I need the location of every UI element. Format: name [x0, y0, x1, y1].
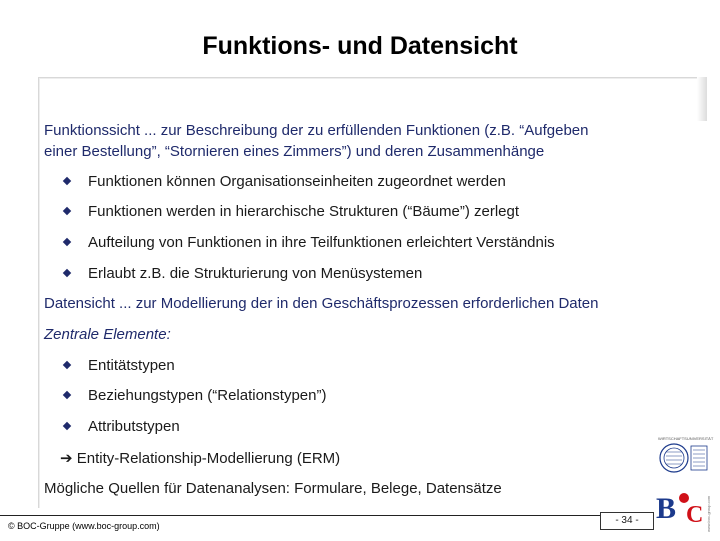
funktion-bullet-2: Funktionen werden in hierarchische Strukturen (“Bäume”) zerlegt — [88, 203, 520, 220]
datensicht-term: Datensicht — [44, 295, 115, 312]
funktionssicht-ellipsis: ... — [139, 122, 161, 139]
copyright-text: © BOC-Gruppe (www.boc-group.com) — [8, 521, 160, 531]
erm-text: Entity-Relationship-Modellierung (ERM) — [72, 450, 341, 467]
zentrale-bullet-1: Entitätstypen — [88, 357, 175, 374]
funktionssicht-line-1 — [44, 122, 589, 139]
funktion-bullet-3: Aufteilung von Funktionen in ihre Teilfunktionen erleichtert Verständnis — [88, 234, 555, 251]
arrow-right-icon: ➔ — [60, 450, 73, 467]
erm-line — [60, 449, 340, 467]
boc-logo — [656, 492, 703, 528]
zentrale-bullet-3: Attributstypen — [88, 418, 180, 435]
funktion-bullet-4: Erlaubt z.B. die Strukturierung von Menüsystemen — [88, 265, 423, 282]
funktionssicht-line-2: einer Bestellung”, “Stornieren eines Zimmers”) und deren Zusammenhänge — [44, 143, 545, 160]
university-seal — [658, 436, 714, 472]
content-box — [38, 77, 707, 508]
svg-text:B: B — [656, 492, 677, 525]
datensicht-ellipsis: ... — [114, 295, 136, 312]
funktionssicht-desc: zur Beschreibung der zu erfüllenden Funktionen — [160, 122, 481, 139]
datensicht-desc: zur Modellierung der — [135, 295, 273, 312]
seal-lettering: WIRTSCHAFTSUNIVERSITÄT — [658, 436, 714, 441]
slide-title: Funktions- und Datensicht — [202, 32, 518, 60]
footer-rule — [0, 515, 600, 516]
university-seal-icon — [654, 432, 714, 536]
zentrale-elemente-label: Zentrale Elemente: — [44, 326, 171, 343]
svg-text:C: C — [686, 502, 704, 528]
funktion-bullet-1: Funktionen können Organisationseinheiten zugeordnet werden — [88, 173, 506, 190]
zentrale-bullet-2: Beziehungstypen (“Relationstypen”) — [88, 387, 327, 404]
page-number: - 34 - — [600, 512, 654, 530]
funktionssicht-term: Funktionssicht — [44, 122, 140, 139]
content-box-shadow — [697, 77, 707, 121]
datensicht-mid: in den Geschäftsprozessen erforderlichen — [272, 295, 559, 312]
funktionssicht-rest: (z.B. “Aufgeben — [480, 122, 589, 139]
logo-area — [654, 432, 714, 536]
boc-url-lettering: www.boc-group.com — [706, 495, 711, 532]
datensicht-line — [44, 295, 599, 312]
quellen-line: Mögliche Quellen für Datenanalysen: Formulare, Belege, Datensätze — [44, 480, 502, 497]
datensicht-end: Daten — [558, 295, 599, 312]
